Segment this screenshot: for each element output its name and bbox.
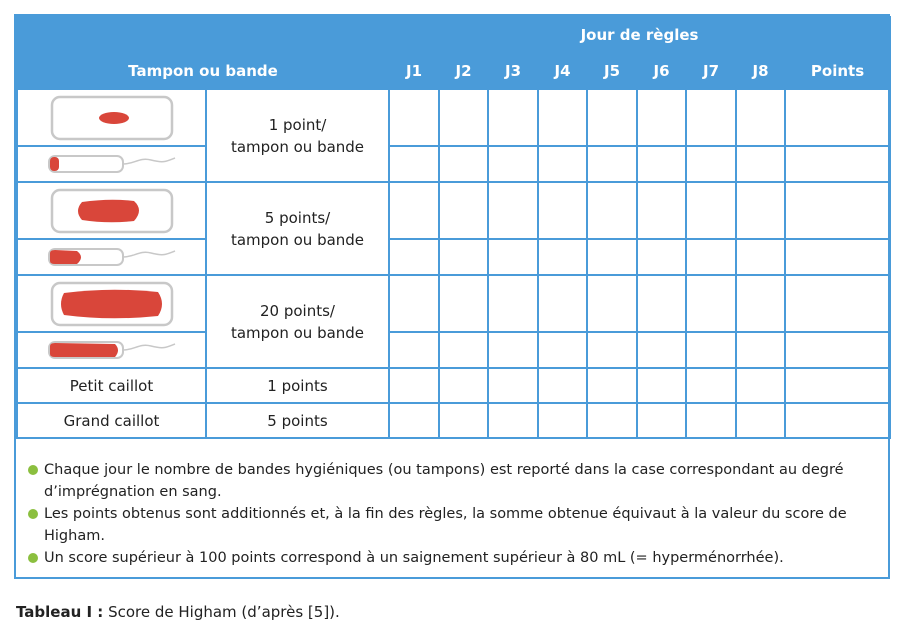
bullet-icon bbox=[28, 509, 38, 519]
score-entry-cell bbox=[637, 275, 686, 332]
pad-icon-light bbox=[17, 89, 206, 146]
note-item: Un score supérieur à 100 points correspond à un saignement supérieur à 80 mL (= hyperménorrhée). bbox=[28, 547, 878, 569]
score-entry-cell bbox=[439, 146, 488, 182]
score-entry-cell bbox=[736, 332, 785, 368]
score-entry-cell bbox=[538, 182, 587, 239]
score-entry-cell bbox=[686, 368, 736, 403]
score-entry-cell bbox=[785, 403, 890, 438]
score-entry-cell bbox=[587, 275, 637, 332]
tampon-icon-light bbox=[17, 146, 206, 182]
score-entry-cell bbox=[637, 182, 686, 239]
score-entry-cell bbox=[785, 146, 890, 182]
score-label-1: 1 point/ tampon ou bande bbox=[206, 89, 389, 182]
score-entry-cell bbox=[587, 89, 637, 146]
note-item: Chaque jour le nombre de bandes hygiéniques (ou tampons) est reporté dans la case correspondant au degré d’imprégnation en sang. bbox=[28, 459, 878, 503]
higham-score-table bbox=[16, 16, 891, 439]
score-entry-cell bbox=[439, 182, 488, 239]
day-header: J3 bbox=[488, 53, 538, 89]
pad-type-header: Tampon ou bande bbox=[17, 53, 389, 89]
score-entry-cell bbox=[488, 182, 538, 239]
score-entry-cell bbox=[637, 403, 686, 438]
score-entry-cell bbox=[637, 332, 686, 368]
score-entry-cell bbox=[587, 182, 637, 239]
score-entry-cell bbox=[686, 146, 736, 182]
pad-icon-heavy bbox=[17, 275, 206, 332]
note-item: Les points obtenus sont additionnés et, à la fin des règles, la somme obtenue équivaut à la valeur du score de Higham. bbox=[28, 503, 878, 547]
score-entry-cell bbox=[686, 239, 736, 275]
points-header: Points bbox=[785, 53, 890, 89]
score-entry-cell bbox=[686, 275, 736, 332]
score-entry-cell bbox=[538, 332, 587, 368]
score-label-20: 20 points/ tampon ou bande bbox=[206, 275, 389, 368]
score-entry-cell bbox=[488, 89, 538, 146]
score-entry-cell bbox=[637, 89, 686, 146]
score-entry-cell bbox=[686, 182, 736, 239]
score-entry-cell bbox=[686, 332, 736, 368]
score-entry-cell bbox=[488, 332, 538, 368]
score-entry-cell bbox=[389, 239, 439, 275]
caption-label: Tableau I : bbox=[16, 603, 104, 621]
score-entry-cell bbox=[439, 89, 488, 146]
score-entry-cell bbox=[389, 275, 439, 332]
caption-text: Score de Higham (d’après [5]). bbox=[103, 603, 340, 621]
day-header: J6 bbox=[637, 53, 686, 89]
score-entry-cell bbox=[736, 182, 785, 239]
score-entry-cell bbox=[538, 403, 587, 438]
day-header: J5 bbox=[587, 53, 637, 89]
score-entry-cell bbox=[785, 182, 890, 239]
score-entry-cell bbox=[389, 332, 439, 368]
score-entry-cell bbox=[488, 368, 538, 403]
score-entry-cell bbox=[538, 368, 587, 403]
header-blank bbox=[17, 17, 389, 53]
small-clot-points: 1 points bbox=[206, 368, 389, 403]
score-entry-cell bbox=[488, 275, 538, 332]
score-entry-cell bbox=[389, 89, 439, 146]
score-entry-cell bbox=[538, 275, 587, 332]
large-clot-points: 5 points bbox=[206, 403, 389, 438]
score-entry-cell bbox=[587, 403, 637, 438]
table-caption bbox=[16, 603, 340, 621]
score-entry-cell bbox=[488, 403, 538, 438]
score-entry-cell bbox=[439, 368, 488, 403]
score-entry-cell bbox=[736, 146, 785, 182]
period-days-header: Jour de règles bbox=[389, 17, 890, 53]
score-entry-cell bbox=[785, 368, 890, 403]
score-entry-cell bbox=[686, 89, 736, 146]
score-entry-cell bbox=[389, 368, 439, 403]
score-entry-cell bbox=[587, 146, 637, 182]
score-entry-cell bbox=[439, 332, 488, 368]
score-entry-cell bbox=[587, 332, 637, 368]
score-entry-cell bbox=[785, 89, 890, 146]
score-entry-cell bbox=[736, 403, 785, 438]
day-header: J8 bbox=[736, 53, 785, 89]
score-entry-cell bbox=[538, 146, 587, 182]
score-entry-cell bbox=[389, 146, 439, 182]
day-header: J2 bbox=[439, 53, 488, 89]
score-entry-cell bbox=[488, 239, 538, 275]
bullet-icon bbox=[28, 465, 38, 475]
score-entry-cell bbox=[736, 239, 785, 275]
small-clot-label: Petit caillot bbox=[17, 368, 206, 403]
pad-icon-medium bbox=[17, 182, 206, 239]
large-clot-label: Grand caillot bbox=[17, 403, 206, 438]
score-entry-cell bbox=[439, 275, 488, 332]
notes-list bbox=[28, 459, 878, 569]
score-entry-cell bbox=[538, 239, 587, 275]
score-entry-cell bbox=[637, 146, 686, 182]
score-entry-cell bbox=[686, 403, 736, 438]
tampon-icon-heavy bbox=[17, 332, 206, 368]
score-entry-cell bbox=[439, 403, 488, 438]
bullet-icon bbox=[28, 553, 38, 563]
day-header: J7 bbox=[686, 53, 736, 89]
score-entry-cell bbox=[736, 368, 785, 403]
score-entry-cell bbox=[637, 368, 686, 403]
score-entry-cell bbox=[785, 332, 890, 368]
score-entry-cell bbox=[736, 89, 785, 146]
score-entry-cell bbox=[389, 182, 439, 239]
score-entry-cell bbox=[587, 368, 637, 403]
score-entry-cell bbox=[785, 275, 890, 332]
score-entry-cell bbox=[785, 239, 890, 275]
tampon-icon-medium bbox=[17, 239, 206, 275]
score-entry-cell bbox=[736, 275, 785, 332]
score-entry-cell bbox=[439, 239, 488, 275]
score-entry-cell bbox=[389, 403, 439, 438]
day-header: J4 bbox=[538, 53, 587, 89]
score-entry-cell bbox=[587, 239, 637, 275]
day-header: J1 bbox=[389, 53, 439, 89]
score-label-5: 5 points/ tampon ou bande bbox=[206, 182, 389, 275]
score-entry-cell bbox=[637, 239, 686, 275]
score-entry-cell bbox=[488, 146, 538, 182]
score-entry-cell bbox=[538, 89, 587, 146]
